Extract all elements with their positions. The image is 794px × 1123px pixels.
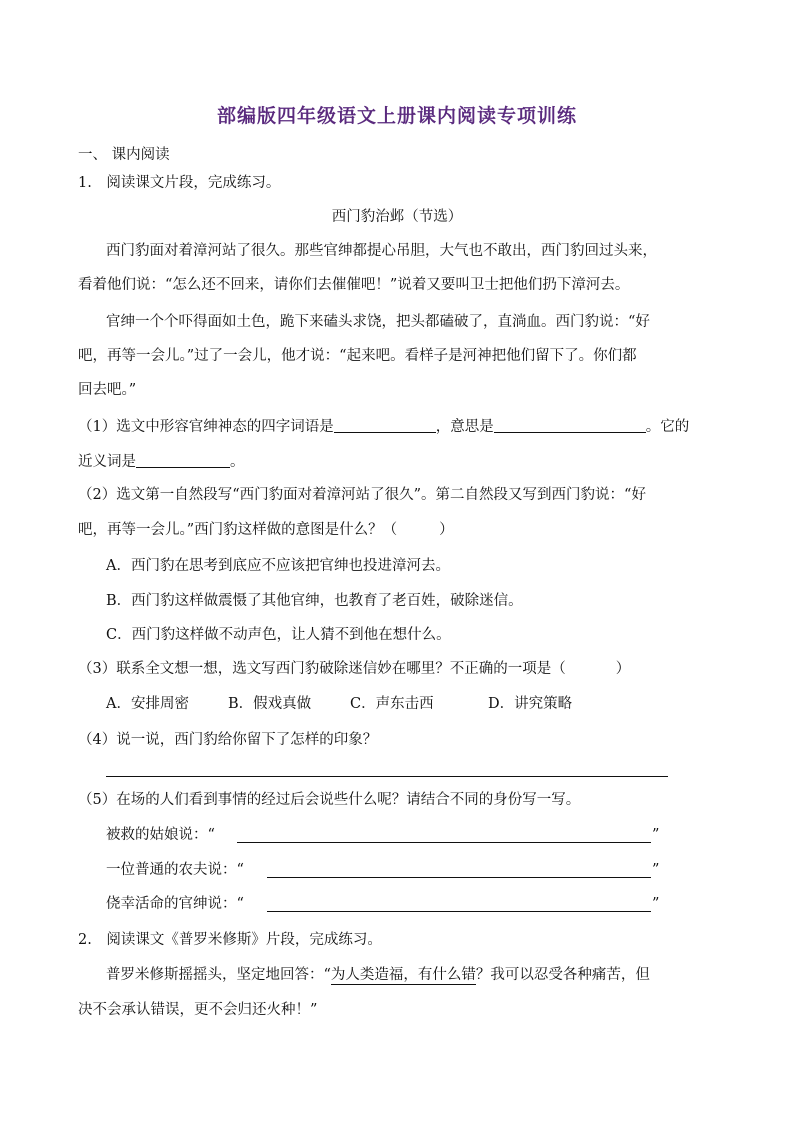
- answer-line-girl[interactable]: [237, 842, 651, 843]
- option-b: B．西门豹这样做震慑了其他官绅，也教育了老百姓，破除迷信。: [106, 593, 523, 609]
- sub-question-2: （2）选文第一自然段写“西门豹面对着漳河站了很久”。第二自然段又写到西门豹说：“好: [78, 487, 646, 503]
- role-girl: 被救的姑娘说：“: [106, 827, 215, 843]
- passage-line: [106, 965, 650, 985]
- sub-question-text: （3）联系全文想一想，选文写西门豹破除迷信妙在哪里？不正确的一项是（: [78, 661, 566, 677]
- passage-text: 普罗米修斯摇摇头，坚定地回答：“: [106, 967, 331, 983]
- answer-blank-synonym[interactable]: [136, 452, 230, 468]
- answer-line-farmer[interactable]: [267, 877, 651, 878]
- page-title: 部编版四年级语文上册课内阅读专项训练: [216, 105, 577, 127]
- sub-question-1-cont: [78, 452, 245, 472]
- question-1-intro: 1. 阅读课文片段，完成练习。: [78, 175, 281, 191]
- close-quote: ”: [652, 896, 660, 912]
- sub-question-1: [78, 417, 689, 437]
- passage-line: 官绅一个个吓得面如土色，跪下来磕头求饶，把头都磕破了，直淌血。西门豹说：“好: [106, 314, 650, 330]
- passage-line: 决不会承认错误，更不会归还火种！”: [78, 1002, 318, 1018]
- passage-line: 回去吧。”: [78, 382, 137, 398]
- sub-question-text: （1）选文中形容官绅神态的四字词语是: [78, 419, 334, 435]
- close-quote: ”: [652, 827, 660, 843]
- sub-question-text: ）: [439, 522, 454, 538]
- role-official: 侥幸活命的官绅说：“: [106, 896, 244, 912]
- option-b: B．假戏真做: [228, 696, 312, 712]
- passage-line: 看着他们说：“怎么还不回来，请你们去催催吧！”说着又要叫卫士把他们扔下漳河去。: [78, 277, 630, 293]
- option-a: A．安排周密: [106, 696, 189, 712]
- sub-question-text: 吧，再等一会儿。”西门豹这样做的意图是什么？（: [78, 522, 398, 538]
- sub-question-5: （5）在场的人们看到事情的经过后会说些什么呢？请结合不同的身份写一写。: [78, 792, 581, 808]
- question-2-intro: 2. 阅读课文《普罗米修斯》片段，完成练习。: [78, 932, 382, 948]
- sub-question-text: ，意思是: [435, 419, 494, 435]
- answer-blank-meaning[interactable]: [494, 417, 646, 433]
- sub-question-2-cont: [78, 520, 454, 540]
- option-a: A．西门豹在思考到底应不应该把官绅也投进漳河去。: [106, 558, 450, 574]
- underlined-text: 为人类造福，有什么错: [330, 967, 476, 983]
- sub-question-4: （4）说一说，西门豹给你留下了怎样的印象？: [78, 732, 378, 748]
- close-quote: ”: [652, 862, 660, 878]
- sub-question-text: 近义词是: [78, 454, 136, 470]
- sub-question-text: 。它的: [645, 419, 690, 435]
- option-d: D．讲究策略: [488, 696, 573, 712]
- answer-line-official[interactable]: [267, 911, 651, 912]
- passage-text: ？我可以忍受各种痛苦，但: [475, 967, 650, 983]
- option-c: C．声东击西: [350, 696, 434, 712]
- option-c: C．西门豹这样做不动声色，让人猜不到他在想什么。: [106, 627, 451, 643]
- options-row: [106, 694, 572, 714]
- sub-question-text: ）: [615, 661, 631, 677]
- sub-question-text: 。: [230, 454, 245, 470]
- section-heading: 一、 课内阅读: [78, 147, 170, 163]
- answer-line-4[interactable]: [106, 776, 668, 777]
- sub-question-3: [78, 659, 630, 679]
- passage-line: 西门豹面对着漳河站了很久。那些官绅都提心吊胆，大气也不敢出，西门豹回过头来，: [106, 243, 657, 259]
- passage-line: 吧，再等一会儿。”过了一会儿，他才说：“起来吧。看样子是河神把他们留下了。你们都: [78, 348, 637, 364]
- role-farmer: 一位普通的农夫说：“: [106, 862, 244, 878]
- answer-blank-word[interactable]: [334, 417, 436, 433]
- passage-title: 西门豹治邺（节选）: [331, 209, 463, 225]
